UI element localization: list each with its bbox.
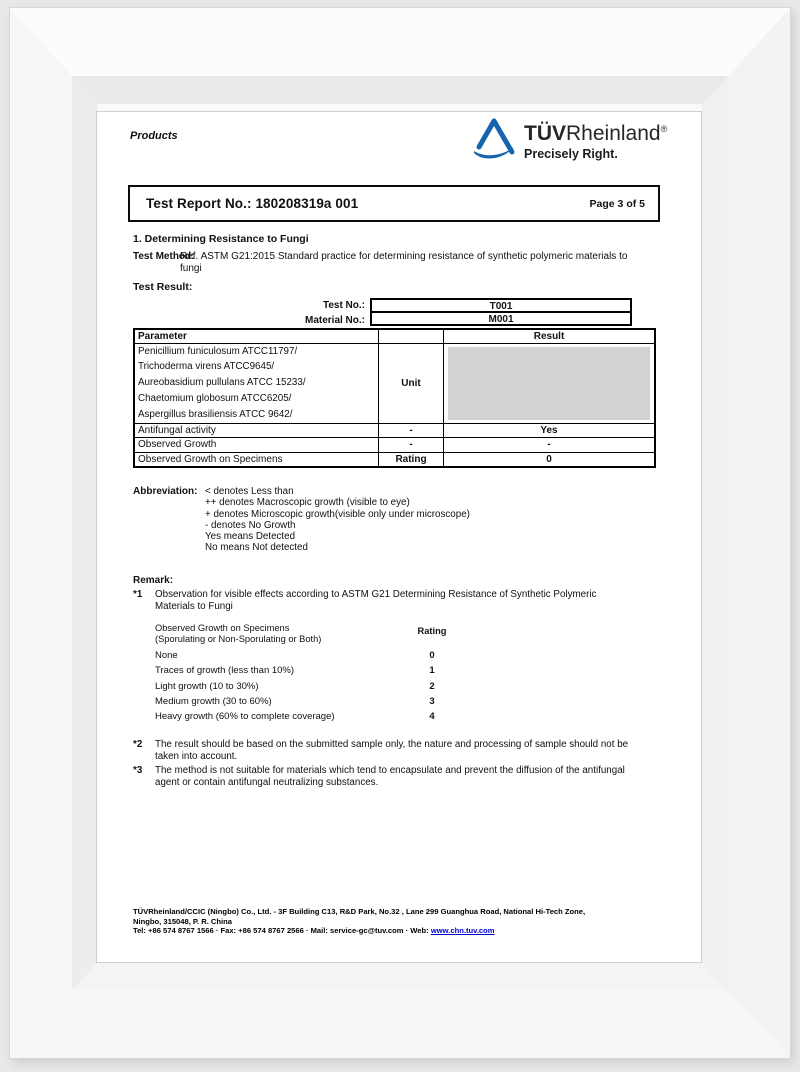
growth-rating: 1 [429,665,435,677]
result-header: Result [444,329,656,343]
middle-cell: Rating [379,452,444,467]
section-heading: 1. Determining Resistance to Fungi [133,233,309,245]
material-no-value: M001 [370,311,632,326]
abbreviation-item: - denotes No Growth [205,519,296,531]
tuv-triangle-icon [471,118,517,162]
footer-address-line2: Ningbo, 315048, P. R. China [133,916,233,926]
organism-line: Chaetomium globosum ATCC6205/ [138,392,292,404]
abbreviation-block [133,486,470,554]
report-page [97,112,701,962]
organism-row [134,343,655,423]
remark-marker: *1 [133,589,143,600]
organism-line: Penicillium funiculosum ATCC11797/ [138,345,298,357]
growth-rating: 3 [429,696,435,708]
table-header-row [134,329,655,343]
remark-text: Observation for visible effects according to ASTM G21 Determining Resistance of Synthetic Polymeric Materials to Fungi [155,589,597,612]
remark-label: Remark: [133,575,174,586]
parameter-cell: Observed Growth [134,438,379,453]
abbreviation-item: Yes means Detected [205,531,296,543]
growth-header-line2: (Sporulating or Non-Sporulating or Both) [155,633,322,644]
growth-header-line1: Observed Growth on Specimens [155,623,290,633]
organism-line: Trichoderma virens ATCC9645/ [138,361,275,373]
remark-marker: *3 [133,765,143,776]
result-table [133,298,632,468]
growth-row [155,709,467,724]
parameter-cell: Antifungal activity [134,423,379,438]
growth-label: Traces of growth (less than 10%) [155,665,295,677]
logo-tagline: Precisely Right. [524,147,618,161]
growth-rating: 0 [429,650,435,662]
abbreviation-item: ++ denotes Macroscopic growth (visible to eye) [205,497,410,509]
remark-text: The result should be based on the submitted sample only, the nature and processing of sample should not be taken into account. [155,739,629,762]
material-no-label: Material No.: [304,315,365,326]
rating-header: Rating [417,626,447,636]
footer [133,907,695,936]
parameter-result-table [133,328,656,468]
remark-text: The method is not suitable for materials which tend to encapsulate and prevent the diffusion of the antifungal agent or contain antifungal neutralizing substances. [155,765,625,788]
abbreviation-label: Abbreviation: [133,486,198,497]
growth-label: Heavy growth (60% to complete coverage) [155,711,335,723]
result-cell: 0 [444,452,656,467]
remark-item-2 [133,739,643,762]
tuv-rheinland-logo [471,118,667,162]
organism-line: Aspergillus brasiliensis ATCC 9642/ [138,408,293,420]
unit-cell: Unit [379,343,444,423]
growth-rating-table [155,623,467,725]
growth-table-header [155,623,467,644]
material-no-row [133,313,632,328]
table-row [134,452,655,467]
middle-header [379,329,444,343]
logo-text [524,118,667,161]
footer-address-line1: TÜVRheinland/CCIC (Ningbo) Co., Ltd. - 3F Building C13, R&D Park, No.32 , Lane 299 Guanghua Road, National Hi-Tech Zone, [133,907,586,916]
growth-label: None [155,650,178,662]
growth-rating: 4 [429,711,435,723]
abbreviation-item: + denotes Microscopic growth(visible only under microscope) [205,508,470,520]
footer-contact-text: Tel: +86 574 8767 1566 · Fax: +86 574 8767 2566 · Mail: service-gc@tuv.com · Web: [133,926,429,936]
growth-header-label [155,623,397,644]
products-label: Products [130,130,178,142]
abbreviation-item: < denotes Less than [205,486,294,497]
growth-rating: 2 [429,680,435,692]
organism-list [134,343,379,423]
parameter-cell: Observed Growth on Specimens [134,452,379,467]
growth-row [155,679,467,694]
parameter-header: Parameter [134,329,379,343]
growth-row [155,648,467,663]
registered-mark: ® [660,124,668,134]
result-cell: - [444,438,656,453]
footer-contact-line [133,926,695,936]
middle-cell: - [379,438,444,453]
website-link[interactable]: www.chn.tuv.com [430,926,495,936]
test-no-value: T001 [370,298,632,313]
report-number-box [128,185,660,222]
redacted-result-cell [444,343,656,423]
redacted-result-box [448,347,650,420]
growth-row [155,663,467,678]
table-row [134,423,655,438]
abbreviation-item: No means Not detected [205,542,308,554]
result-cell: Yes [444,423,656,438]
growth-label: Light growth (10 to 30%) [155,680,259,692]
brand-name: TÜVRheinland® [524,122,668,145]
test-method-text: Ref. ASTM G21:2015 Standard practice for determining resistance of synthetic polymeric materials to fungi [180,251,628,274]
organism-line: Aureobasidium pullulans ATCC 15233/ [138,377,306,389]
growth-label: Medium growth (30 to 60%) [155,696,272,708]
test-no-label: Test No.: [322,300,365,311]
report-number: Test Report No.: 180208319a 001 [146,196,359,211]
remark-marker: *2 [133,739,143,750]
page-indicator: Page 3 of 5 [589,197,645,210]
abbreviation-items [205,486,470,554]
remark-item-1 [133,589,633,612]
growth-row [155,694,467,709]
test-result-label: Test Result: [133,281,193,293]
middle-cell: - [379,423,444,438]
test-method-label: Test Method: [133,251,195,262]
remark-item-3 [133,765,643,788]
table-row [134,438,655,453]
